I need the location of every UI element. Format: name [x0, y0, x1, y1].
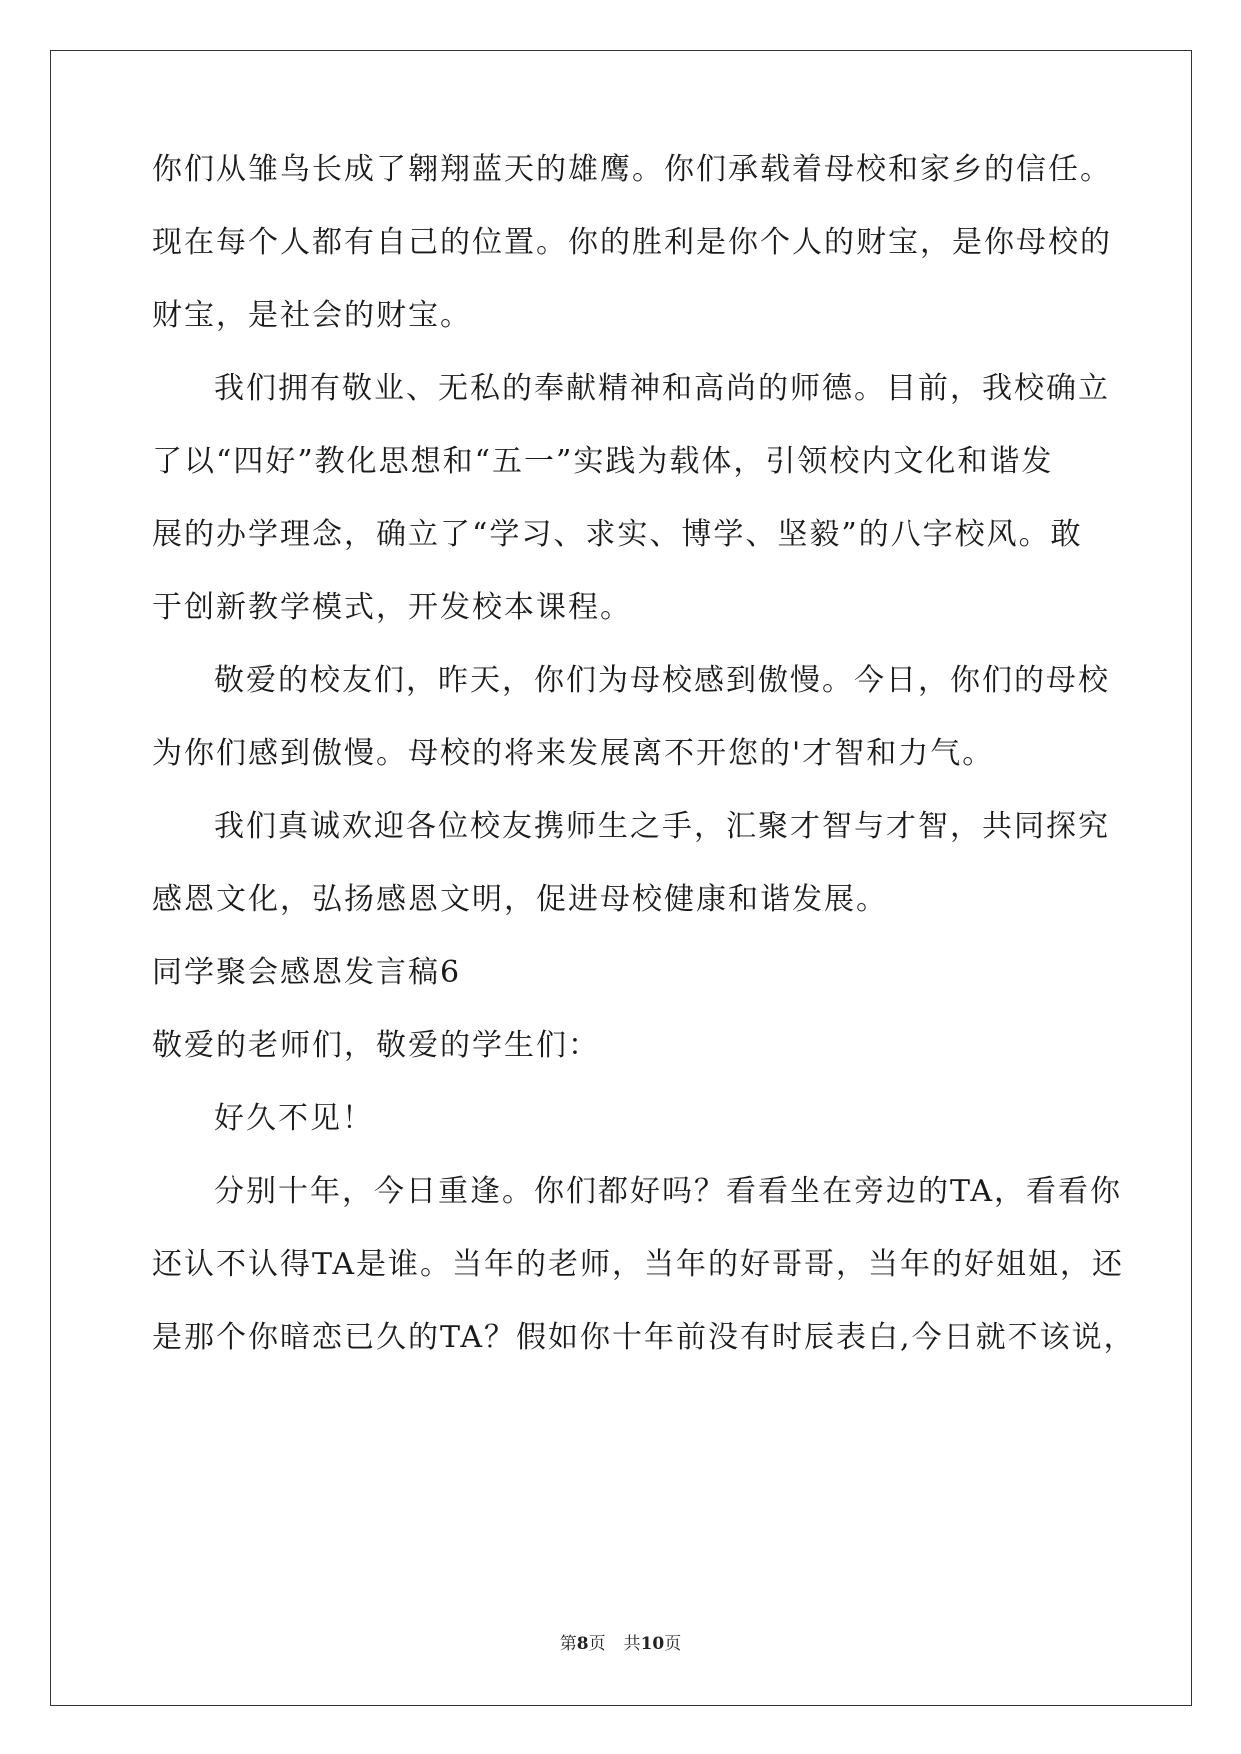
body-line: 于创新教学模式，开发校本课程。	[152, 590, 632, 625]
footer-page-suffix: 页	[588, 1634, 606, 1654]
body-line: 财宝，是社会的财宝。	[152, 298, 472, 333]
body-line: 展的办学理念，确立了“学习、求实、博学、坚毅”的八字校风。敢	[152, 517, 1083, 552]
page-footer	[0, 1634, 1241, 1654]
footer-total-prefix: 共	[623, 1634, 641, 1654]
body-line: 为你们感到傲慢。母校的将来发展离不开您的'才智和力气。	[152, 736, 995, 771]
paragraph-start-line: 我们拥有敬业、无私的奉献精神和高尚的师德。目前，我校确立	[214, 371, 1110, 406]
body-line: 还认不认得TA是谁。当年的老师，当年的好哥哥，当年的好姐姐，还	[152, 1247, 1125, 1282]
greeting: 好久不见！	[214, 1101, 374, 1136]
paragraph-start-line: 分别十年，今日重逢。你们都好吗？看看坐在旁边的TA，看看你	[214, 1174, 1123, 1209]
footer-total-suffix: 页	[664, 1634, 682, 1654]
body-line: 感恩文化，弘扬感恩文明，促进母校健康和谐发展。	[152, 882, 888, 917]
total-page-number: 10	[640, 1634, 665, 1654]
body-line: 你们从雏鸟长成了翱翔蓝天的雄鹰。你们承载着母校和家乡的信任。	[152, 152, 1112, 187]
current-page-number: 8	[576, 1634, 589, 1654]
footer-prefix: 第	[559, 1634, 577, 1654]
paragraph-start-line: 敬爱的校友们，昨天，你们为母校感到傲慢。今日，你们的母校	[214, 663, 1110, 698]
body-line: 了以“四好”教化思想和“五一”实践为载体，引领校内文化和谐发	[152, 444, 1054, 479]
section-title: 同学聚会感恩发言稿6	[152, 955, 462, 990]
body-line: 是那个你暗恋已久的TA？假如你十年前没有时辰表白,今日就不该说，	[152, 1320, 1136, 1355]
salutation: 敬爱的老师们，敬爱的学生们：	[152, 1028, 600, 1063]
body-line: 现在每个人都有自己的位置。你的胜利是你个人的财宝，是你母校的	[152, 225, 1112, 260]
paragraph-start-line: 我们真诚欢迎各位校友携师生之手，汇聚才智与才智，共同探究	[214, 809, 1110, 844]
